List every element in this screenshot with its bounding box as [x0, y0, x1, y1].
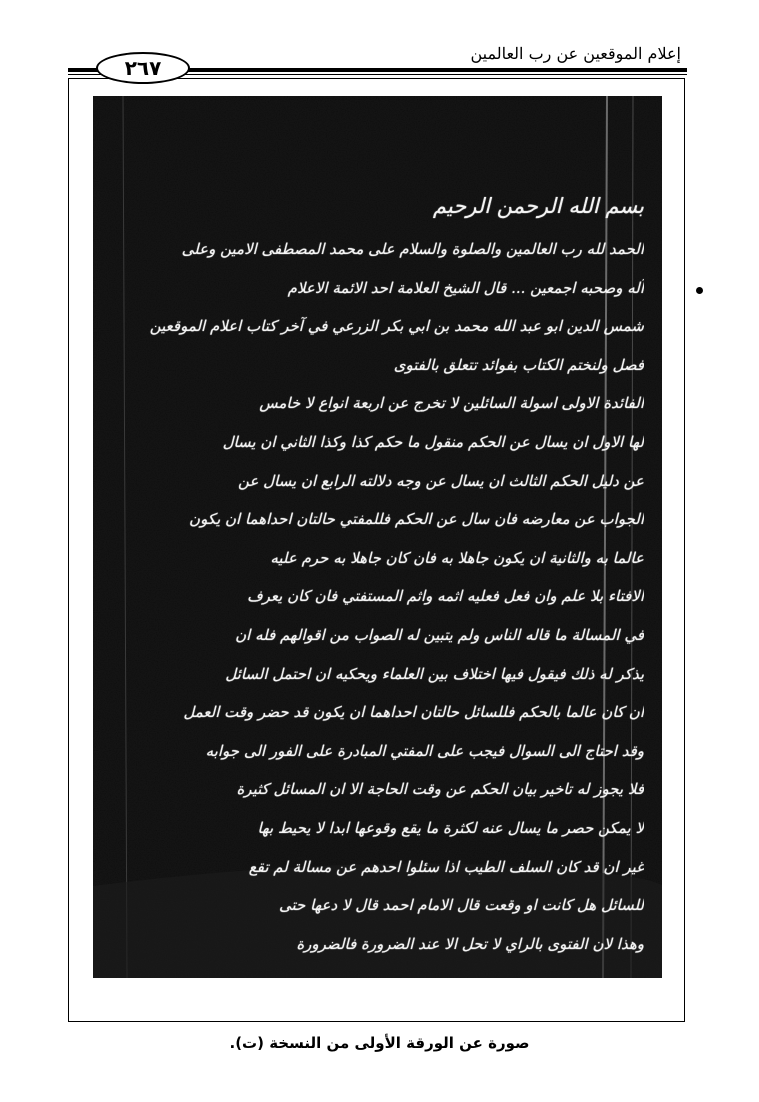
- manuscript-line: يذكر له ذلك فيقول فيها اختلاف بين العلماء ويحكيه ان احتمل السائل: [225, 664, 644, 683]
- manuscript-line: الجواب عن معارضه فان سال عن الحكم فللمفتي حالتان احداهما ان يكون: [189, 510, 644, 529]
- manuscript-line: ان كان عالما بالحكم فللسائل حالتان احداهما ان يكون قد حضر وقت العمل: [183, 703, 644, 722]
- manuscript-line: آله وصحبه اجمعين ... قال الشيخ العلامة احد الائمة الاعلام: [287, 278, 644, 297]
- page-number-badge: ٢٦٧: [96, 52, 190, 84]
- manuscript-line: لها الاول ان يسال عن الحكم منقول ما حكم كذا وكذا الثاني ان يسال: [222, 432, 644, 451]
- manuscript-line: بسم الله الرحمن الرحيم: [432, 194, 644, 218]
- manuscript-line: عالما به والثانية ان يكون جاهلا به فان كان جاهلا به حرم عليه: [270, 548, 644, 567]
- manuscript-line: الافتاء بلا علم وان فعل فعليه اثمه واثم المستفتي فان كان يعرف: [247, 587, 644, 606]
- margin-dot: [696, 287, 703, 294]
- manuscript-line: الحمد لله رب العالمين والصلوة والسلام على محمد المصطفى الامين وعلى: [181, 240, 644, 258]
- manuscript-text: [111, 182, 644, 963]
- manuscript-line: للسائل هل كانت او وقعت قال الامام احمد قال لا دعها حتى: [279, 896, 644, 915]
- manuscript-line: عن دليل الحكم الثالث ان يسال عن وجه دلالته الرابع ان يسال عن: [238, 471, 644, 490]
- manuscript-line: فصل ولنختم الكتاب بفوائد تتعلق بالفتوى: [393, 355, 644, 374]
- figure-caption: صورة عن الورقة الأولى من النسخة (ت).: [229, 1034, 530, 1052]
- book-title: إعلام الموقعين عن رب العالمين: [470, 44, 681, 63]
- manuscript-line: وقد احتاج الى السوال فيجب على المفتي المبادرة على الفور الى جوابه: [205, 741, 644, 760]
- manuscript-line: شمس الدين ابو عبد الله محمد بن ابي بكر الزرعي في آخر كتاب اعلام الموقعين: [149, 317, 644, 336]
- manuscript-line: لا يمكن حصر ما يسال عنه لكثرة ما يقع وقوعها ابدا لا يحيط بها: [257, 818, 644, 837]
- manuscript-line: وهذا لان الفتوى بالراي لا تحل الا عند الضرورة فالضرورة: [296, 934, 644, 953]
- manuscript-line: في المسالة ما قاله الناس ولم يتبين له الصواب من اقوالهم فله ان: [235, 625, 644, 644]
- manuscript-image: [93, 96, 662, 978]
- manuscript-line: الفائدة الاولى اسولة السائلين لا تخرج عن اربعة انواع لا خامس: [259, 394, 644, 413]
- manuscript-line: غير ان قد كان السلف الطيب اذا سئلوا احدهم عن مسالة لم تقع: [248, 857, 644, 876]
- manuscript-line: فلا يجوز له تاخير بيان الحكم عن وقت الحاجة الا ان المسائل كثيرة: [236, 780, 644, 799]
